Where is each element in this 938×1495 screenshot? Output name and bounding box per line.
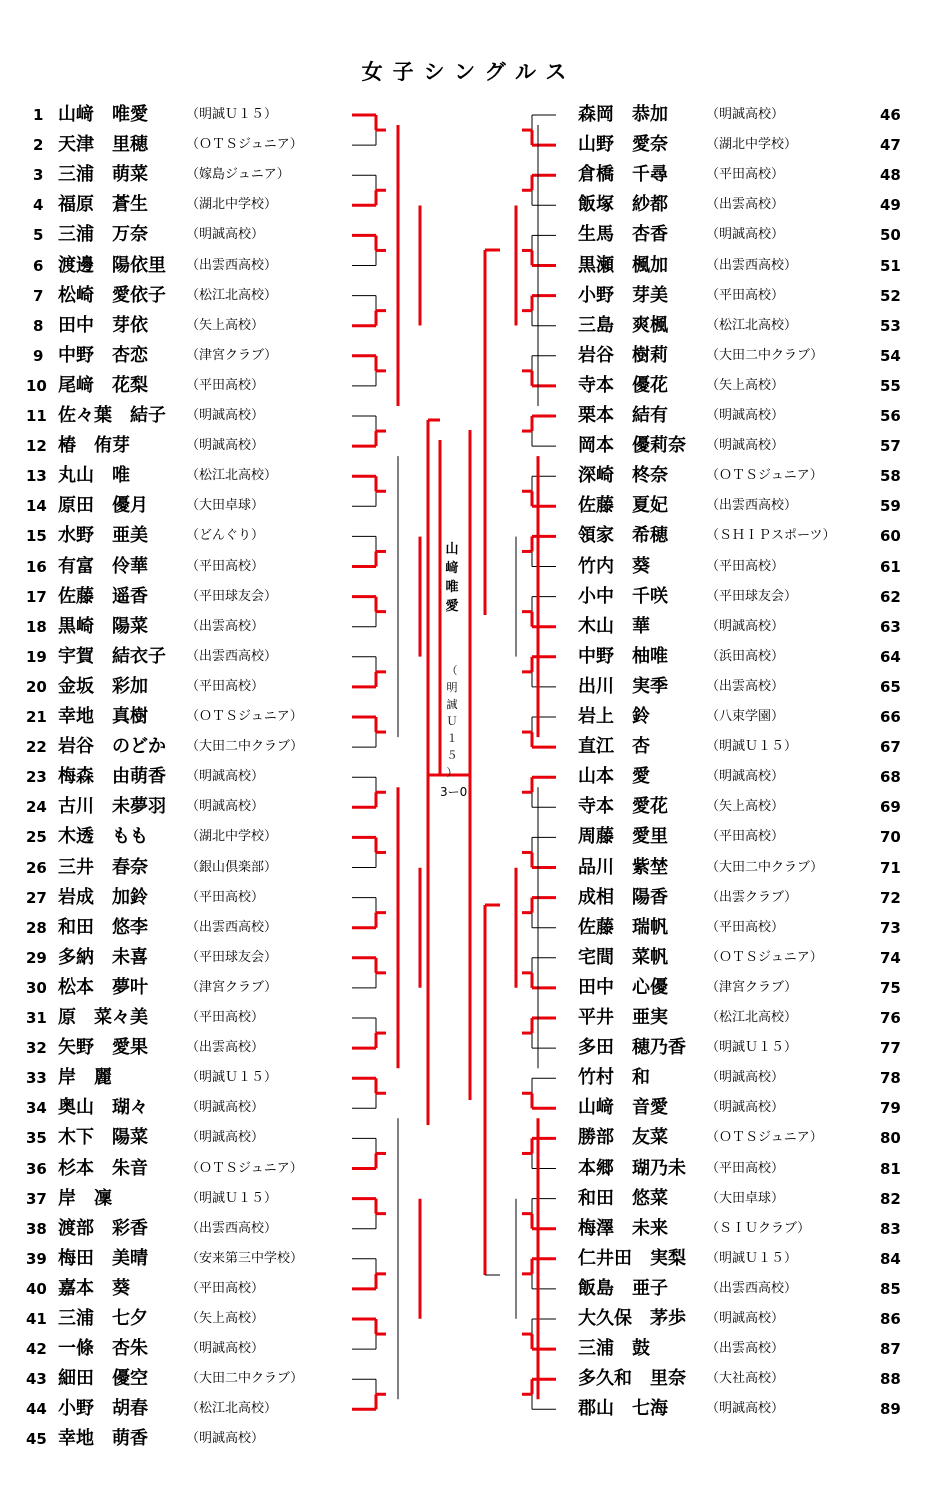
seed-number: 70 xyxy=(880,828,901,847)
player-name: 岩成 加鈴 xyxy=(58,886,148,908)
seed-number: 14 xyxy=(26,497,47,516)
seed-number: 13 xyxy=(26,467,47,486)
seed-number: 28 xyxy=(26,918,47,937)
player-club: （出雲西高校） xyxy=(706,1280,798,1296)
player-club: （ＳＨＩＰスポーツ） xyxy=(706,528,836,544)
player-name: 佐藤 夏妃 xyxy=(578,495,668,517)
player-name: 田中 芽依 xyxy=(58,314,148,336)
seed-number: 80 xyxy=(880,1129,901,1148)
seed-number: 87 xyxy=(880,1340,901,1359)
seed-number: 4 xyxy=(33,196,44,215)
seed-number: 77 xyxy=(880,1039,901,1058)
seed-number: 69 xyxy=(880,798,901,817)
seed-number: 5 xyxy=(33,226,44,245)
seed-number: 44 xyxy=(26,1400,47,1419)
player-club: （平田球友会） xyxy=(186,588,278,604)
player-club: （津宮クラブ） xyxy=(186,347,278,363)
player-club: （ＳＩＵクラブ） xyxy=(706,1220,811,1236)
player-club: （ＯＴＳジュニア） xyxy=(706,949,823,965)
player-club: （出雲西高校） xyxy=(186,257,278,273)
player-club: （出雲西高校） xyxy=(706,257,798,273)
player-name: 多田 穂乃香 xyxy=(578,1037,686,1059)
seed-number: 10 xyxy=(26,376,47,395)
seed-number: 43 xyxy=(26,1370,47,1389)
player-name: 黒崎 陽菜 xyxy=(58,615,148,637)
player-name: 椿 侑芽 xyxy=(58,435,130,457)
player-name: 古川 未夢羽 xyxy=(58,796,166,818)
player-name: 佐藤 瑞帆 xyxy=(578,916,668,938)
player-name: 有富 伶華 xyxy=(58,555,148,577)
player-name: 水野 亜美 xyxy=(58,525,148,547)
seed-number: 88 xyxy=(880,1370,901,1389)
seed-number: 19 xyxy=(26,647,47,666)
champion-club: （ 明 誠 Ｕ １ ５ ） xyxy=(446,664,458,779)
player-name: 直江 杏 xyxy=(578,736,650,758)
player-club: （大田二中クラブ） xyxy=(186,1371,304,1387)
player-club: （明誠高校） xyxy=(186,1341,265,1357)
player-club: （明誠Ｕ１５） xyxy=(186,107,278,122)
seed-number: 7 xyxy=(33,286,44,305)
seed-number: 3 xyxy=(33,166,44,185)
player-club: （平田高校） xyxy=(186,558,265,574)
player-name: 黒瀬 楓加 xyxy=(578,254,668,276)
player-name: 三浦 万奈 xyxy=(58,224,148,246)
seed-number: 63 xyxy=(880,617,901,636)
player-name: 梅田 美晴 xyxy=(58,1247,148,1269)
player-club: （銀山倶楽部） xyxy=(186,859,278,875)
player-club: （ＯＴＳジュニア） xyxy=(186,1160,303,1176)
player-name: 本郷 瑚乃未 xyxy=(578,1157,686,1179)
seed-number: 12 xyxy=(26,437,47,456)
player-name: 岡本 優莉奈 xyxy=(578,435,686,457)
player-name: 山﨑 音愛 xyxy=(578,1097,668,1119)
player-name: 勝部 友菜 xyxy=(578,1127,668,1149)
player-club: （平田高校） xyxy=(706,558,785,574)
player-name: 周藤 愛里 xyxy=(578,826,668,848)
player-name: 岸 麗 xyxy=(58,1067,112,1089)
player-club: （矢上高校） xyxy=(706,377,785,393)
player-name: 原田 優月 xyxy=(58,495,148,517)
player-name: 岩谷 のどか xyxy=(58,736,166,758)
player-name: 木透 もも xyxy=(58,826,148,848)
seed-number: 39 xyxy=(26,1249,47,1268)
seed-number: 57 xyxy=(880,437,901,456)
seed-number: 85 xyxy=(880,1279,901,1298)
player-club: （平田高校） xyxy=(706,1160,785,1176)
player-name: 木下 陽菜 xyxy=(58,1127,148,1149)
player-name: 栗本 結有 xyxy=(578,405,668,426)
seed-number: 48 xyxy=(880,166,901,185)
player-club: （出雲高校） xyxy=(186,1040,265,1056)
player-name: 三浦 鼓 xyxy=(578,1338,650,1360)
player-club: （湖北中学校） xyxy=(186,197,278,213)
player-club: （明誠高校） xyxy=(186,1431,265,1447)
player-name: 多納 未喜 xyxy=(58,946,148,968)
player-club: （ＯＴＳジュニア） xyxy=(706,1130,823,1146)
seed-number: 23 xyxy=(26,768,47,787)
seed-number: 66 xyxy=(880,708,901,726)
player-club: （浜田高校） xyxy=(706,648,785,664)
player-club: （嫁島ジュニア） xyxy=(186,167,290,183)
seed-number: 73 xyxy=(880,918,901,937)
player-name: 中野 杏恋 xyxy=(58,344,148,366)
player-name: 郡山 七海 xyxy=(578,1398,668,1420)
seed-number: 78 xyxy=(880,1069,901,1088)
seed-number: 60 xyxy=(880,527,901,546)
player-name: 寺本 愛花 xyxy=(578,796,668,818)
player-club: （平田高校） xyxy=(186,1280,265,1296)
seed-number: 72 xyxy=(880,888,901,907)
player-club: （明誠高校） xyxy=(706,438,785,454)
player-name: 木山 華 xyxy=(578,615,650,637)
player-club: （出雲高校） xyxy=(706,1341,785,1357)
player-name: 梅森 由萌香 xyxy=(58,766,166,788)
player-club: （湖北中学校） xyxy=(706,137,798,153)
seed-number: 27 xyxy=(26,888,47,907)
player-club: （ＯＴＳジュニア） xyxy=(186,137,303,153)
player-club: （出雲高校） xyxy=(186,618,265,634)
player-name: 岩上 鈴 xyxy=(578,706,650,727)
player-name: 深崎 柊奈 xyxy=(578,465,668,487)
player-name: 小野 芽美 xyxy=(578,284,668,306)
player-name: 佐々葉 結子 xyxy=(58,405,166,426)
player-name: 山﨑 唯愛 xyxy=(58,104,148,125)
player-club: （明誠高校） xyxy=(706,107,785,122)
player-name: 田中 心優 xyxy=(578,976,668,998)
seed-number: 45 xyxy=(26,1430,47,1449)
seed-number: 31 xyxy=(26,1009,47,1027)
player-club: （大田卓球） xyxy=(186,498,265,514)
player-club: （八束学園） xyxy=(706,709,785,724)
seed-number: 34 xyxy=(26,1099,47,1118)
player-name: 岩谷 樹莉 xyxy=(578,344,668,366)
player-club: （矢上高校） xyxy=(186,317,265,333)
seed-number: 21 xyxy=(26,708,47,726)
player-club: （大田二中クラブ） xyxy=(706,347,824,363)
player-name: 梅澤 未来 xyxy=(578,1217,668,1239)
player-club: （大社高校） xyxy=(706,1371,785,1387)
player-club: （明誠高校） xyxy=(706,408,785,423)
seed-number: 75 xyxy=(880,978,901,997)
seed-number: 76 xyxy=(880,1009,901,1027)
seed-number: 15 xyxy=(26,527,47,546)
player-name: 多久和 里奈 xyxy=(578,1368,686,1390)
player-name: 倉橋 千尋 xyxy=(578,164,668,186)
player-club: （出雲西高校） xyxy=(706,498,798,514)
seed-number: 67 xyxy=(880,738,901,757)
seed-number: 58 xyxy=(880,467,901,486)
player-name: 幸地 真樹 xyxy=(58,706,148,727)
player-club: （松江北高校） xyxy=(706,317,798,333)
player-name: 和田 悠李 xyxy=(58,916,148,938)
player-club: （出雲高校） xyxy=(706,197,785,213)
seed-number: 26 xyxy=(26,858,47,877)
seed-number: 79 xyxy=(880,1099,901,1118)
seed-number: 29 xyxy=(26,948,47,967)
player-club: （松江北高校） xyxy=(186,468,278,484)
player-club: （大田卓球） xyxy=(706,1190,785,1206)
player-club: （明誠Ｕ１５） xyxy=(706,1040,798,1056)
seed-number: 8 xyxy=(33,316,44,335)
seed-number: 16 xyxy=(26,557,47,576)
seed-number: 6 xyxy=(33,256,44,275)
seed-number: 42 xyxy=(26,1340,47,1359)
player-club: （明誠高校） xyxy=(186,227,265,243)
seed-number: 68 xyxy=(880,768,901,787)
player-name: 大久保 茅歩 xyxy=(578,1308,686,1329)
seed-number: 46 xyxy=(880,106,901,124)
player-name: 三島 爽楓 xyxy=(578,314,668,336)
player-name: 竹内 葵 xyxy=(578,555,650,577)
player-name: 品川 紫埜 xyxy=(578,856,668,878)
seed-number: 61 xyxy=(880,557,901,576)
player-name: 三浦 七夕 xyxy=(58,1308,148,1329)
player-club: （平田球友会） xyxy=(706,588,798,604)
player-name: 幸地 萌香 xyxy=(58,1428,148,1450)
player-name: 出川 実季 xyxy=(578,675,668,697)
player-name: 寺本 優花 xyxy=(578,374,668,396)
player-club: （出雲西高校） xyxy=(186,919,278,935)
player-club: （明誠高校） xyxy=(706,1070,785,1086)
player-club: （矢上高校） xyxy=(186,1311,265,1326)
seed-number: 55 xyxy=(880,376,901,395)
player-club: （出雲西高校） xyxy=(186,648,278,664)
seed-number: 74 xyxy=(880,948,901,967)
player-name: 一條 杏朱 xyxy=(58,1338,148,1360)
player-club: （湖北中学校） xyxy=(186,829,278,845)
player-name: 竹村 和 xyxy=(578,1067,650,1089)
player-club: （明誠高校） xyxy=(706,1100,785,1116)
player-club: （津宮クラブ） xyxy=(706,979,798,995)
seed-number: 36 xyxy=(26,1159,47,1178)
page-title: 女子シングルス xyxy=(361,60,577,84)
seed-number: 35 xyxy=(26,1129,47,1148)
player-name: 山本 愛 xyxy=(578,766,650,788)
seed-number: 2 xyxy=(33,136,44,155)
player-club: （平田球友会） xyxy=(186,949,278,965)
player-club: （明誠高校） xyxy=(706,227,785,243)
player-club: （ＯＴＳジュニア） xyxy=(706,468,823,484)
seed-number: 52 xyxy=(880,286,901,305)
player-club: （明誠Ｕ１５） xyxy=(186,1190,278,1206)
player-club: （大田二中クラブ） xyxy=(706,859,824,875)
player-name: 天津 里穂 xyxy=(58,134,148,156)
seed-number: 9 xyxy=(33,346,44,365)
player-club: （安来第三中学校） xyxy=(186,1250,304,1266)
seed-number: 22 xyxy=(26,738,47,757)
player-name: 宅間 菜帆 xyxy=(578,946,668,968)
seed-number: 81 xyxy=(880,1159,901,1178)
seed-number: 64 xyxy=(880,647,901,666)
player-club: （明誠高校） xyxy=(186,769,265,785)
player-club: （明誠高校） xyxy=(186,1130,265,1146)
player-name: 小野 胡春 xyxy=(58,1398,148,1420)
player-club: （明誠高校） xyxy=(706,769,785,785)
player-name: 宇賀 結衣子 xyxy=(58,645,166,667)
player-name: 矢野 愛果 xyxy=(58,1037,148,1059)
seed-number: 33 xyxy=(26,1069,47,1088)
seed-number: 51 xyxy=(880,256,901,275)
player-name: 渡邊 陽依里 xyxy=(58,254,166,276)
player-name: 飯塚 紗都 xyxy=(578,194,668,216)
seed-number: 62 xyxy=(880,587,901,606)
player-name: 成相 陽香 xyxy=(578,886,668,908)
player-name: 細田 優空 xyxy=(58,1368,148,1390)
player-club: （明誠Ｕ１５） xyxy=(706,1250,798,1266)
seed-number: 38 xyxy=(26,1219,47,1238)
player-name: 松崎 愛依子 xyxy=(58,284,166,306)
player-name: 奥山 瑚々 xyxy=(58,1097,148,1119)
player-club: （出雲西高校） xyxy=(186,1220,278,1236)
seed-number: 86 xyxy=(880,1310,901,1328)
seed-number: 25 xyxy=(26,828,47,847)
player-name: 丸山 唯 xyxy=(58,465,130,487)
seed-number: 32 xyxy=(26,1039,47,1058)
player-club: （明誠高校） xyxy=(186,1100,265,1116)
player-name: 三井 春奈 xyxy=(58,856,148,878)
player-name: 平井 亜実 xyxy=(578,1007,668,1028)
seed-number: 1 xyxy=(33,106,44,124)
player-name: 山野 愛奈 xyxy=(578,134,668,156)
player-name: 中野 柚唯 xyxy=(578,645,668,667)
seed-number: 41 xyxy=(26,1310,47,1328)
player-club: （平田高校） xyxy=(706,829,785,845)
player-club: （ＯＴＳジュニア） xyxy=(186,709,303,724)
player-club: （明誠高校） xyxy=(186,408,265,423)
seed-number: 65 xyxy=(880,677,901,696)
player-club: （矢上高校） xyxy=(706,799,785,815)
player-name: 森岡 恭加 xyxy=(578,104,668,125)
player-club: （平田高校） xyxy=(186,678,265,694)
player-name: 松本 夢叶 xyxy=(58,976,148,998)
seed-number: 83 xyxy=(880,1219,901,1238)
player-club: （松江北高校） xyxy=(706,1010,798,1025)
player-club: （平田高校） xyxy=(186,377,265,393)
seed-number: 40 xyxy=(26,1279,47,1298)
player-club: （平田高校） xyxy=(706,287,785,303)
player-club: （平田高校） xyxy=(186,889,265,905)
player-club: （出雲高校） xyxy=(706,678,785,694)
seed-number: 11 xyxy=(26,407,47,425)
player-name: 飯島 亜子 xyxy=(578,1277,668,1299)
seed-number: 54 xyxy=(880,346,901,365)
player-club: （明誠高校） xyxy=(706,1311,785,1326)
seed-number: 59 xyxy=(880,497,901,516)
player-club: （明誠Ｕ１５） xyxy=(706,739,798,755)
player-club: （明誠高校） xyxy=(706,618,785,634)
player-name: 佐藤 遥香 xyxy=(58,585,148,607)
seed-number: 53 xyxy=(880,316,901,335)
player-name: 和田 悠菜 xyxy=(578,1187,668,1209)
player-name: 岸 凜 xyxy=(58,1187,112,1209)
player-club: （平田高校） xyxy=(706,919,785,935)
seed-number: 71 xyxy=(880,858,901,877)
player-club: （明誠高校） xyxy=(186,438,265,454)
seed-number: 89 xyxy=(880,1400,901,1419)
seed-number: 84 xyxy=(880,1249,901,1268)
player-club: （平田高校） xyxy=(706,167,785,183)
player-club: （明誠Ｕ１５） xyxy=(186,1070,278,1086)
seed-number: 49 xyxy=(880,196,901,215)
seed-number: 17 xyxy=(26,587,47,606)
player-name: 福原 蒼生 xyxy=(58,194,148,216)
player-name: 原 菜々美 xyxy=(58,1007,148,1028)
player-name: 領家 希穂 xyxy=(578,525,668,547)
seed-number: 24 xyxy=(26,798,47,817)
player-club: （津宮クラブ） xyxy=(186,979,278,995)
player-name: 仁井田 実梨 xyxy=(578,1247,686,1269)
seed-number: 56 xyxy=(880,407,901,425)
player-name: 三浦 萌菜 xyxy=(58,164,148,186)
player-name: 渡部 彩香 xyxy=(58,1217,148,1239)
player-club: （松江北高校） xyxy=(186,1401,278,1417)
player-club: （どんぐり） xyxy=(186,528,265,544)
player-club: （出雲クラブ） xyxy=(706,889,798,905)
player-club: （大田二中クラブ） xyxy=(186,739,304,755)
player-name: 金坂 彩加 xyxy=(58,675,148,697)
player-club: （明誠高校） xyxy=(186,799,265,815)
player-club: （平田高校） xyxy=(186,1010,265,1025)
player-name: 嘉本 葵 xyxy=(58,1277,130,1299)
seed-number: 47 xyxy=(880,136,901,155)
seed-number: 82 xyxy=(880,1189,901,1208)
player-name: 尾﨑 花梨 xyxy=(58,374,148,396)
final-score: 3ー0 xyxy=(440,785,468,799)
player-name: 杉本 朱音 xyxy=(58,1157,148,1179)
champion-name: 山 﨑 唯 愛 xyxy=(445,542,459,614)
seed-number: 50 xyxy=(880,226,901,245)
seed-number: 20 xyxy=(26,677,47,696)
seed-number: 18 xyxy=(26,617,47,636)
player-name: 生馬 杏香 xyxy=(578,224,668,246)
seed-number: 30 xyxy=(26,978,47,997)
player-club: （松江北高校） xyxy=(186,287,278,303)
player-club: （明誠高校） xyxy=(706,1401,785,1417)
player-name: 小中 千咲 xyxy=(578,585,668,607)
seed-number: 37 xyxy=(26,1189,47,1208)
